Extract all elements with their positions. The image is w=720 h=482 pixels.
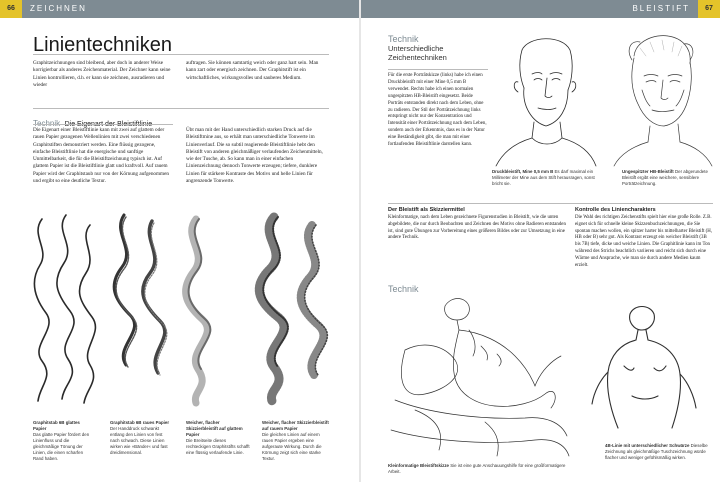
caption-text: Die Breitseite dieses rechteckigen Graphitstifts schafft eine flüssig verlaufende Linie. xyxy=(186,438,250,455)
portrait-hb-pencil xyxy=(606,30,716,168)
caption-text: Das glatte Papier fördert den Linienfluss und die gleichmäßige Tönung der Linien, die einen scharfen Rand haben. xyxy=(33,432,90,461)
caption-graphite-smooth xyxy=(33,420,93,462)
wavy-lines-illustration xyxy=(20,205,355,410)
intro-column-1: Graphitzeichnungen sind bleibend, aber doch in anderer Weise korrigierbar als anderes Zeichenmaterial. Der Zeichner kann seine Linien kontrollieren, d.h. er kann sie zeichnen, ausradieren und wieder xyxy=(33,60,171,88)
left-page-number: 66 xyxy=(0,0,22,18)
right-technik-rule xyxy=(388,69,488,70)
portrait-caption-2 xyxy=(622,169,712,187)
technik-underline xyxy=(33,124,173,125)
caption-title: Weicher, flacher Skizzierbleistift auf glattem Papier xyxy=(186,420,243,437)
caption-title: Weicher, flacher Skizzierbleistift auf rauem Papier xyxy=(262,420,329,431)
skizzier-heading: Der Bleistift als Skizziermittel xyxy=(388,207,465,213)
caption-text: Dieselbe Zeichnung als gleichmäßige Tuschzeichnung würde flacher und weniger gefühlsmäßig wirken. xyxy=(605,443,708,460)
caption-text: Es darf maximal ein Millimeter der Mine aus dem Stift herausragen, sonst bricht sie. xyxy=(492,169,595,186)
caption-text: Sie ist eine gute Anschauungshilfe für eine großformatigere Arbeit. xyxy=(388,463,566,474)
kontrolle-heading: Kontrolle des Liniencharakters xyxy=(575,207,656,213)
figure-caption xyxy=(388,463,566,475)
portrait-caption-1 xyxy=(492,169,598,187)
technik-rule xyxy=(33,108,329,109)
page-gutter xyxy=(359,0,361,482)
caption-title: Graphitstab 6B glattes Papier xyxy=(33,420,80,431)
figure-4b-line xyxy=(580,300,710,435)
technik-title: Die Eigenart der Bleistiftlinie xyxy=(64,121,153,128)
caption-text: Der abgerundete Bleistift ergibt eine weichere, sensiblere Porträtzeichnung. xyxy=(622,169,708,186)
skizzier-text: Kleinformatige, nach dem Leben gezeichnete Figurenstudien in Bleistift, wie die unten abgebildete, die nur durch Beobachten und Zeichnen des Motivs ohne Radieren entstanden ist, sind gute Übungen zur Vorbereitung eines größeren Bildes oder zur Umsetzung in eine andere Technik. xyxy=(388,215,566,241)
page-title: Linientechniken xyxy=(33,34,172,56)
caption-flat-rough xyxy=(262,420,330,462)
left-page-header xyxy=(0,0,359,18)
wave-graphite-rough xyxy=(114,215,167,375)
caption-graphite-rough xyxy=(110,420,172,456)
caption-text: Der Handdruck schwankt entlang den Linien von fest nach schwach. Diese Linien wirken wie »Bänder« und fast dreidimensional. xyxy=(110,426,168,455)
caption-title: Kleinformatige Bleistiftskizze xyxy=(388,463,449,468)
caption-title: Graphitstab 6B raues Papier xyxy=(110,420,170,425)
left-section-title: ZEICHNEN xyxy=(30,4,87,13)
portrait-continuous-line xyxy=(492,30,598,168)
wave-graphite-smooth xyxy=(34,215,95,403)
right-section-title: BLEISTIFT xyxy=(632,4,690,13)
caption-title: 4B-Linie mit unterschiedlicher Schwärze xyxy=(605,443,690,448)
caption-flat-smooth xyxy=(186,420,252,456)
title-rule xyxy=(33,54,329,55)
caption-title: Druckbleistift, Mine 0,5 mm B xyxy=(492,169,554,174)
kontrolle-text: Die Wahl des richtigen Zeichenstifts spielt hier eine große Rolle. Z.B. eignet sich für schnelle kleine Skizzenbuchzeichnungen, die Sie spontan machen wollen, ein spitzer harter bis mittelharter Bleistift (H, HB oder B) sehr gut. Als Kontrast erzeugt ein weicher Bleistift (3B bis 7B) tiefe, dicke und weiche Linien. Die Graphitlinie kann im Ton während des Strichs beachtlich variieren und reicht sich durch eine Wärme und Ansprache, wie man sie durch andere Medien kaum erzielt. xyxy=(575,215,713,268)
right-technik2-label: Technik xyxy=(388,284,419,294)
right-technik-block xyxy=(388,34,488,62)
figure-sketch xyxy=(385,290,575,460)
right-technik-subtitle: Unterschiedliche Zeichentechniken xyxy=(388,44,447,62)
caption-text: Die gleichen Linien auf einem rauen Papier ergeben eine aufgeraute Wirkung. Durch die Körnung zeigt sich eine starke Textur. xyxy=(262,432,322,461)
line-caption xyxy=(605,443,713,461)
right-page-number: 67 xyxy=(698,0,720,18)
technik-label: Technik xyxy=(33,119,61,128)
right-page-header xyxy=(361,0,720,18)
body-column-2: Übt man mit der Hand unterschiedlich starken Druck auf die Bleistiftmine aus, so erhält man unterschiedliche Tonwerte im Linienverlauf. Die so subtil reagierende Bleistiftlinie hebt den Bleistift von anderen gleichmäßiger verlaufenden Zeichenmitteln, wie der Tusche, ab. So kann man in einer einfachen Linienzeichnung dennoch Tonwerte erzeugen; tiefere, dunklere Linien für stärkere Kontraste des Motivs und helle Linien für angrenzende Tonwerte. xyxy=(186,127,323,185)
right-technik-label: Technik xyxy=(388,34,419,44)
body-column-1: Die Eigenart einer Bleistiftlinie kann mit zwei auf glattem oder rauen Papier gezogenen Wellenlinien mit zwei verschiedenen Graphitstiften demonstriert werden. Eine flüssig gezogene, einfache Bleistiftlinie hat die energische und sanftige Unmittelbarkeit, die für die Bleistiftzeichnung typisch ist. Auf glattem Papier ist die Bleistiftlinie glatt und kraftvoll. Auf rauem Papier wird der Graphitstaub nur von der Körnung aufgenommen und ergibt so eine deutliche Textur. xyxy=(33,127,169,185)
caption-title: Ungespitzter HB-Bleistift xyxy=(622,169,674,174)
right-mid-rule xyxy=(388,203,713,204)
wave-flat-pencil-rough xyxy=(259,217,327,401)
portrait-intro: Für die erste Porträtskizze (links) habe ich einen Druckbleistift mit einer Mine 0,5 mm B verwendet. Rechts habe ich einen normalen ungespitzten HB-Bleistift eingesetzt. Beide Porträts entstanden direkt nach dem Leben, ohne zu radieren. Der Stil der Porträtzeichnung links entspringt nicht nur der Konzentration und Intensität einer Porträtzeichnung nach dem Leben, sondern auch der Erkenntnis, dass es in der Natur eine Beständigkeit gibt, die man mit einer fortlaufenden Bleistiftlinie darstellen kann. xyxy=(388,73,487,148)
wave-flat-pencil-smooth xyxy=(186,219,211,403)
intro-column-2: auftragen. Sie können samtartig weich oder ganz hart sein. Man kann zart oder energisch zeichnen. Der Graphitstift ist ein wirtschaftliches, wirkungsvolles und sauberes Medium. xyxy=(186,60,319,81)
